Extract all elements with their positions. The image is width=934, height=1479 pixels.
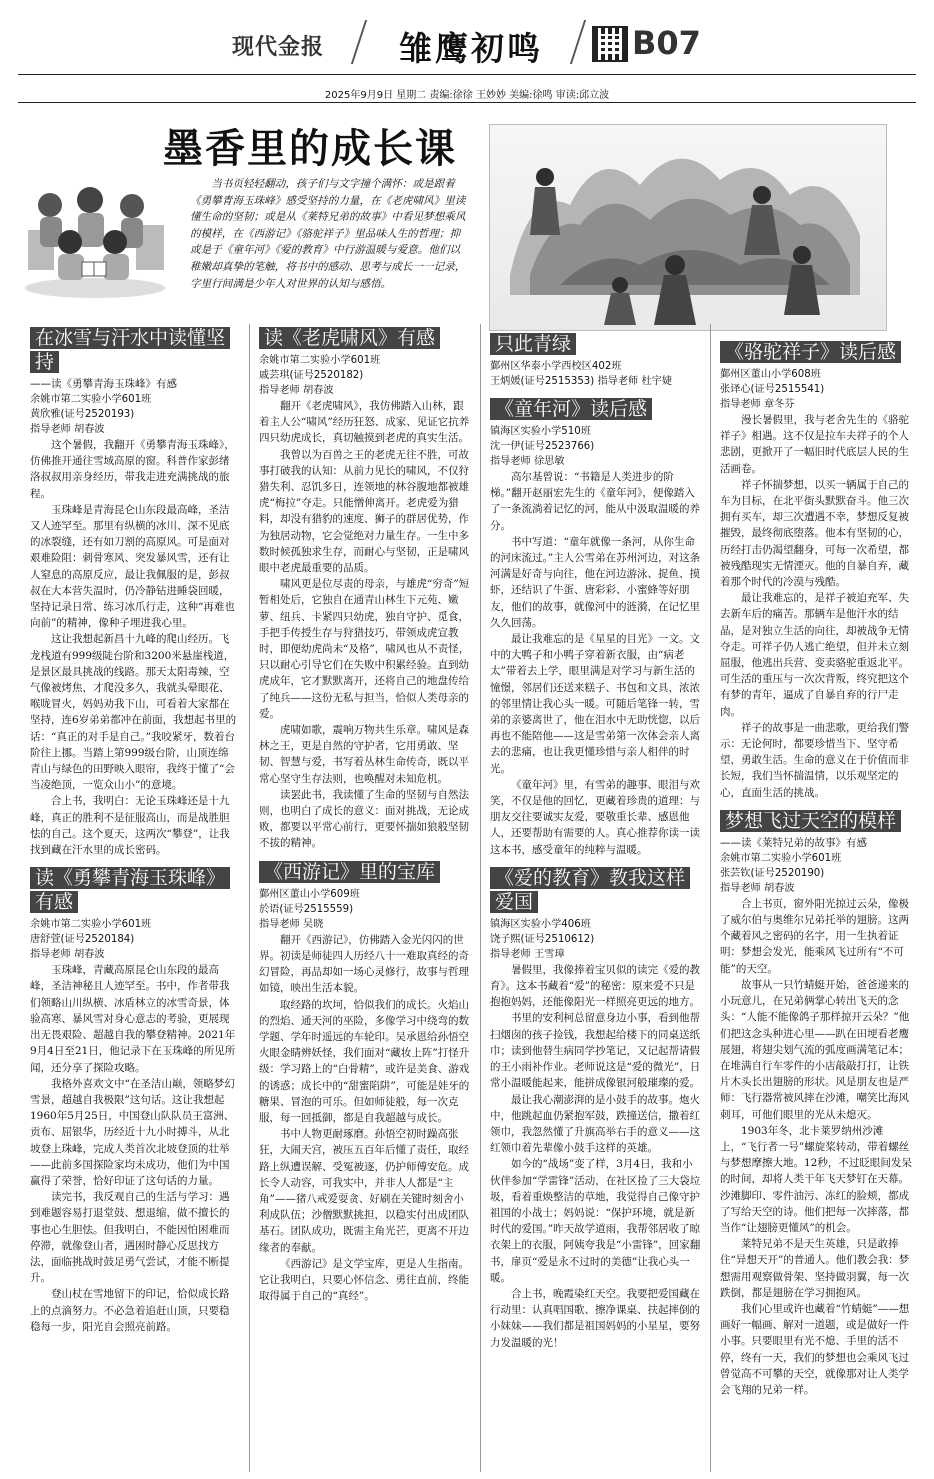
divider xyxy=(570,20,586,64)
paragraph: 合上书，我明白：无论玉珠峰还是十九峰，真正的胜利不是征服高山，而是战胜胆怯的自己。这个夏天，这两次“攀登”，让我找到藏在汗水里的成长密码。 xyxy=(30,795,230,857)
author: 王炳媛(证号2515353) 指导老师 杜宇婕 xyxy=(490,376,673,387)
paragraph: 我们心里或许也藏着“竹蜻蜓”——想画好一幅画、解对一道题，或是做好一件小事。只要眼里有光不熄、手里的活不停，终有一天，我们的梦想也会乘风飞过曾觉高不可攀的天空，就像那对让人类学会飞翔的兄弟一样。 xyxy=(720,1302,910,1396)
paragraph: 这个暑假，我翻开《勇攀青海玉珠峰》，仿佛推开通往雪域高原的窗。科普作家彭绪洛叔叔用亲身经历，带我走进充满挑战的旅程。 xyxy=(30,439,235,500)
article xyxy=(720,340,912,801)
feature-intro: 当书页轻轻翻动，孩子们与文字撞个满怀：或是跟着《勇攀青海玉珠峰》感受坚持的力量，在《老虎啸风》里读懂生命的坚韧；或是从《莱特兄弟的故事》中看见梦想乘风的模样，在《西游记》《骆驼祥子》里品味人生的哲理；抑或是于《童年河》《爱的教育》中行游温暖与爱意。他们以稚嫩却真挚的笔触，将书中的感动、思考与成长一一记录，字里行间满是少年人对世界的认知与感悟。 xyxy=(190,178,466,290)
paragraph: 如今的“战场”变了样，3月4日，我和小伙伴参加“学雷锋”活动，在社区捡了三大袋垃圾，看着重焕整洁的草地，我觉得自己像守护祖国的小战士；妈妈说：“保护环境，就是新时代的爱国。”昨天故学道雨，我帮邻居收了晾衣架上的衣服，阿姨夸我是“小雷锋”，回家翻书，扉页“爱是永不过时的美德”让我心头一暖。 xyxy=(490,1158,701,1284)
article-title: 《西游记》里的宝库 xyxy=(259,861,440,883)
teacher: 指导老师 胡春波 xyxy=(30,949,105,961)
feature-title: 墨香里的成长课 xyxy=(163,125,457,172)
article xyxy=(720,809,912,1398)
paragraph: 玉珠峰，青藏高原昆仑山东段的最高峰，圣洁神秘且人迹罕至。书中，作者带我们领略山川纵横、冰盾林立的冰雪奇景，体验高寒、暴风雪对身心意志的考验，更展现出无畏艰险、超越自我的攀登精神。2021年9月4日至21日，他记录下在玉珠峰的所见所闻，还分享了探险攻略。 xyxy=(30,964,236,1074)
paragraph: 这让我想起新昌十九峰的爬山经历。飞龙栈道有999级陡台阶和3200米悬崖栈道，是景区最具挑战的线路。那天太阳毒辣，空气像被烤焦，才爬没多久，我就头晕眼花、喉咙冒火，妈妈劝我下山，可看着大家都在坚持，连6岁弟弟都冲在前面，我想起书里的话：“真正的对手是自己。”我咬紧牙，数着台阶往上挪。当踏上第999级台阶，山顶连绵青山与绿色的田野映入眼帘，我终于懂了“会当凌绝顶，一览众山小”的意境。 xyxy=(30,633,237,792)
teacher: 指导老师 徐思敏 xyxy=(490,456,565,467)
paragraph: 虎啸如歌，震响万物共生乐章。啸风是森林之王，更是自然的守护者，它用勇敢、坚韧、智慧与爱，书写着丛林生命传奇，既以平常心坚守生存法则，也唤醒对未知危机。 xyxy=(259,724,469,785)
dateline: 2025年9月9日 星期二 责编:徐徐 王妙妙 美编:徐鸣 审读:邱立波 xyxy=(324,90,610,101)
paragraph: 最让我难忘的，是祥子被迫充军、失去新车后的痛苦。那辆车是他汗水的结晶，是对独立生活的向往，却被战争无情夺走。可祥子仍人逃亡绝望，但并未立刻屈服，他逃出兵营、变卖骆驼重返北平。可生活的重压与一次次背叛，终究把这个有梦的青年，逼成了自暴自弃的行尸走肉。 xyxy=(720,592,909,718)
article-title: 读《老虎啸风》有感 xyxy=(259,327,440,349)
paragraph: 啸风更是位尽责的母亲，与雄虎“穷奇”短暂相处后，它独自在通青山林生下元苑、嫩萝、纽兵、卡紧四只幼虎，独自守护、觅食，手把手传授生存与狩猎技巧，带领成虎宣教时，即便幼虎尚未“及格”，啸风也从不责怪，只以耐心引导它们在失败中积累经验。直到幼虎成年，它才默默离开，还将自己的地盘传给了纯兵——这份无私与担当，恰似人类母亲的爱。 xyxy=(259,578,470,720)
article-title: 读《勇攀青海玉珠峰》有感 xyxy=(30,867,230,913)
newspaper-name: 现代金报 xyxy=(232,35,325,60)
column-3 xyxy=(490,330,702,1472)
paragraph: 书中人物更耐琢磨。孙悟空初时躁高张狂，大闹天宫，被压五百年后懂了责任，取经路上纵遭误解、受冤被逐，仍护师傅安危。成长令人动容，可我实中，并非人人都是“主角”——猪八戒爱耍贪、好刷在关键时刻舍小利成队伍；沙僧默默挑担，以稳实付出成团队基石。团队成功，既需主角光芒，更离不开边缘者的奉献。 xyxy=(259,1128,469,1254)
paragraph: 莱特兄弟不是天生英雄，只是敢捧住“异想天开”的普通人。他们教会我：梦想需用观察做骨架、坚持做羽翼，每一次跌倒，都是翅膀在学习拥抱风。 xyxy=(720,1238,910,1299)
article xyxy=(259,326,471,852)
reading-children-illustration xyxy=(20,170,170,300)
article-title: 只此青绿 xyxy=(490,333,576,355)
teacher: 指导老师 王雪璋 xyxy=(490,948,565,960)
article-title: 在冰雪与汗水中读懂坚持 xyxy=(30,327,230,373)
masthead xyxy=(0,0,934,72)
school: 镇海区实验小学510班 xyxy=(490,426,591,437)
paragraph: 高尔基曾说：“书籍是人类进步的阶梯。”翻开赵丽宏先生的《童年河》，便像踏入了一条流淌着记忆的河，能从中汲取温暖的养分。 xyxy=(490,471,700,532)
school: 余姚市第二实验小学601班 xyxy=(30,394,152,405)
paragraph: 祥子怀揣梦想，以买一辆属于自己的车为目标，在北平街头默默奋斗。他三次拥有买车，却三次遭遇不幸，梦想反复被摧毁，最终彻底堕落。他本有坚韧的心，历经打击仍渴望翻身，可每一次希望，都被残酷现实无情湮灭。他的自暴自弃，藏着那个时代的冷漠与残酷。 xyxy=(720,478,909,589)
teacher: 指导老师 胡春波 xyxy=(259,385,334,396)
author: 戚芸琪(证号2520182) xyxy=(259,370,364,381)
paragraph: 1903年冬，北卡莱罗纳州沙滩上，“飞行者一号”螺旋桨转动，带着螺丝与梦想摩擦大地。12秒，不过眨眼间发呆的时间，却将人类干年飞天梦钉在天幕。沙滩脚印、零件油污、冻红的脸颊，都成了写给天空的诗。他们把每一次摔落，都当作“让翅膀更懂风”的机会。 xyxy=(720,1124,912,1234)
paragraph: 我曾以为百兽之王的老虎无往不胜，可故事打破我的认知：从前力见长的啸风，不仅狩猎失利、忍饥多日，连领地的林谷腹地都被雄虎“梅拉”夺走。只能憎伸离开。老虎爱为猎料，却没有猎豹的速度、狮子的群居优势，作为独居动物，它会觉绝对力量生存。一生中多数时候孤独求生存，而耐心与坚韧，正是啸风眼中老虎最重要的品质。 xyxy=(259,448,469,575)
school: 鄞州区董山小学609班 xyxy=(259,888,360,900)
column-divider xyxy=(249,324,250,1472)
article-title: 《爱的教育》教我这样爱国 xyxy=(490,867,690,913)
teacher: 指导老师 吴晓 xyxy=(259,918,324,930)
paragraph: 读完书，我反观自己的生活与学习：遇到难题容易打退堂鼓、想退缩，做不擅长的事也心生胆怯。但我明白，不能因怕困难而停滞，就像登山者，遇困时静心反思找方法，面临挑战时鼓足勇气尝试，才能不断提升。 xyxy=(30,1191,230,1285)
column-4 xyxy=(720,338,912,1472)
paragraph: 翻开《老虎啸风》，我仿佛踏入山林，跟着主人公“啸风”经历狂怒、成家、见证它抗养四只幼虎成长，真切触摸到老虎的真实生活。 xyxy=(259,400,470,445)
rule xyxy=(18,102,916,103)
column-2 xyxy=(259,324,471,1472)
author: 唐舒萱(证号2520184) xyxy=(30,934,135,946)
column-divider xyxy=(480,324,481,1472)
paragraph: 祥子的故事是一曲悲歌，更给我们警示：无论何时，都要珍惜当下、坚守希望，勇敢生活。生命的意义在于价值而非长短，我们当怀揣温情，以乐观坚定的心，直面生活的挑战。 xyxy=(720,721,909,799)
divider xyxy=(351,20,367,64)
article-title: 《骆驼祥子》读后感 xyxy=(720,341,901,363)
school: 余姚市第二实验小学601班 xyxy=(30,919,152,931)
column-divider xyxy=(710,324,711,1472)
author: 张译心(证号2515541) xyxy=(720,384,825,395)
school: 镇海区实验小学406班 xyxy=(490,918,591,930)
paragraph: 登山杖在雪地留下的印记，恰似成长路上的点滴努力。不必急着追赶山顶，只要稳稳每一步，阳光自会照亮前路。 xyxy=(30,1288,230,1333)
school: 余姚市第二实验小学601班 xyxy=(720,852,842,864)
paragraph: 翻开《西游记》，仿佛踏入金光闪闪的世界。初读是师徒四人历经八十一难取真经的奇幻冒险，再品却如一场心灵修行，故事与哲理如镜，映出生活本貌。 xyxy=(259,933,469,995)
school: 鄞州区华泰小学西校区402班 xyxy=(490,361,622,372)
author: 黄欣雅(证号2520193) xyxy=(30,409,135,420)
teacher: 指导老师 胡春波 xyxy=(720,882,795,894)
author: 於语(证号2515559) xyxy=(259,903,354,915)
paragraph: 读罢此书，我读懂了生命的坚韧与自然法则，也明白了成长的意义：面对挑战，无论成败，都要以平常心前行，更要怀揣如狼般坚韧不拔的精神。 xyxy=(259,788,469,850)
paragraph: 最让我难忘的是《星星的目光》一文。文中的大鸭子和小鸭子穿着新衣服，由“病老太”带着去上学，眼里满是对学习与新生活的憧憬，邻居们还送来糕子、书包和文具，浓浓的邻里情让我心头一暖。可随后笔锋一转，雪弟的亲婆离世了，他在泪水中无助恍惚，以后再也不能陪他——这是雪弟第一次体会亲人离去的悲痛，也让我更懂珍惜与亲人相伴的时光。 xyxy=(490,633,700,775)
school: 鄞州区董山小学608班 xyxy=(720,369,821,380)
paragraph: 合上书，晚霞染红天空。我要把爱国藏在行动里：认真唱国歌、擦净课桌、扶起摔倒的小妹妹——我们都是祖国妈妈的小星星，要努力发温暖的光！ xyxy=(490,1287,700,1349)
author: 饶子熙(证号2510612) xyxy=(490,933,595,945)
rule xyxy=(18,74,916,75)
photo-caption xyxy=(490,332,702,389)
paragraph: 最让我心潮澎湃的是小鼓手的故事。炮火中，他跳起血仍紧抱军鼓，跌撞送信，撒着红领巾，我忽然懂了升旗高举右手的意义——这红领巾着先辈像小鼓手这样的英雄。 xyxy=(490,1093,700,1155)
article xyxy=(30,326,238,858)
paragraph: 暑假里，我像捧着宝贝似的读完《爱的教育》。这本书藏着“爱”的秘密：原来爱不只是抱抱妈妈，还能像阳光一样照亮更远的地方。 xyxy=(490,963,700,1009)
paragraph: 书中写道：“童年就像一条河，从你生命的河床流过。”主人公雪弟在苏州河边，对这条河满是好奇与向往，他在河边游泳、捉鱼、摸虾，还结识了牛蛋、唐彩彩、小蜜蜂等好朋友，他们的故事，就像河中的涟漪，在记忆里久久回荡。 xyxy=(490,535,701,629)
school: 余姚市第二实验小学601班 xyxy=(259,355,381,366)
author: 沈一伊(证号2523766) xyxy=(490,441,595,452)
paragraph: 《童年河》里，有雪弟的趣事、眼泪与欢笑，不仅是他的回忆，更藏着珍贵的道理：与朋友交往要诚实友爱，要敬重长辈、感恩他人，还要帮助有需要的人。真心推荐你读一读这本书，感受童年的纯粹与温暖。 xyxy=(490,778,700,856)
article-subtitle: ——读《莱特兄弟的故事》有感 xyxy=(720,836,867,849)
paragraph: 漫长暑假里，我与老舍先生的《骆驼祥子》相遇。这不仅是拉车夫祥子的个人悲剧，更掀开了一幅旧时代底层人民的生活画卷。 xyxy=(720,414,909,475)
artwork-photo xyxy=(489,124,887,331)
article-title: 梦想飞过天空的模样 xyxy=(720,810,901,832)
article xyxy=(259,860,471,1305)
qr-code-icon[interactable] xyxy=(592,26,628,62)
teacher: 指导老师 胡春波 xyxy=(30,424,105,435)
column-1 xyxy=(30,324,238,1472)
article-title: 《童年河》读后感 xyxy=(490,398,652,420)
paragraph: 故事从一只竹蜻蜓开始，爸爸递来的小玩意儿，在兄弟俩掌心转出飞天的念头：“人能不能像鸽子那样掠开云朵？”他们把这念头种进心里——趴在田埂看老鹰展翅，将翅尖划气流的弧度画满笔记本；在堆满自行车零件的小店敲敲打打，让铁片木头长出翅膀的形状。风是朋友也是严师：飞行器常被风摔在沙滩，嘲笑比海风刺耳，可他们眼里的光从未熄灭。 xyxy=(720,978,910,1121)
article-subtitle: ——读《勇攀青海玉珠峰》有感 xyxy=(30,378,177,390)
paragraph: 《西游记》是文学宝库，更是人生指南。它让我明白，只要心怀信念、勇往直前，终能取得属于自己的“真经”。 xyxy=(259,1257,469,1303)
paragraph: 取经路的坎坷，恰似我们的成长。火焰山的烈焰、通天河的巫险，多像学习中绕弯的数学题、学年时遥远的车轮印。吴承恩给孙悟空火眼金睛辨妖怪，我们面对“藏妆上阵”打怪升级：学习路上的“白骨精”，或许是美食、游戏的诱惑；成长中的“甜蜜陷阱”，可能是娃牙的糖果、冒泡的可乐。但如师徒般，每一次克服，每一回抵御，都是自我超越与成长。 xyxy=(259,998,470,1124)
author: 张芸钦(证号2520190) xyxy=(720,867,825,879)
article xyxy=(30,866,238,1335)
paragraph: 合上书页，窗外阳光掠过云朵，像极了威尔伯与奥维尔兄弟托举的翅膀。这两个藏着风之密码的名字，用一生执着证明：梦想会发光，能乘风飞过所有“不可能”的天空。 xyxy=(720,897,909,975)
section-name: 雏鹰初鸣 xyxy=(399,29,543,68)
paragraph: 书里的安利柯总留意身边小事，看到他帮扫烟囱的孩子捡钱，我想起给楼下的同桌送纸巾；读到他替生病同学抄笔记，又记起帮请假的王小雨补作业。老师说这是“爱的微光”，日常小温暖能起来，能拼成像银河般璀璨的爱。 xyxy=(490,1012,701,1090)
page-number: B07 xyxy=(632,24,701,62)
teacher: 指导老师 章冬芬 xyxy=(720,399,795,410)
article xyxy=(490,397,702,858)
paragraph: 我格外喜欢文中“在圣洁山巅，领略梦幻雪景，超越自我极限”这句话。这让我想起1960年5月25日，中国登山队队员王富洲、贡布、屈银华，历经近十九小时搏斗，从北坡登上珠峰，完成人类首次北坡登顶的壮举——此前多国探险家均未成功，他们为中国赢得了荣誉，恰好印证了这句话的力量。 xyxy=(30,1077,235,1187)
article xyxy=(490,866,702,1351)
paragraph: 玉珠峰是青海昆仑山东段最高峰，圣洁又人迹罕至。那里有纵横的冰川、深不见底的冰裂缝，还有如刀割的高原风。可是面对艰难险阻：刺骨寒风、突发暴风雪，还有让人窒息的高原反应，最让我佩服的是，彭叔叔在大本营失温时，仍冷静钻进睡袋回暖，坚持记录日常、练习冰爪行走，这种“再难也向前”的精神，像种子埋进我心里。 xyxy=(30,503,235,630)
